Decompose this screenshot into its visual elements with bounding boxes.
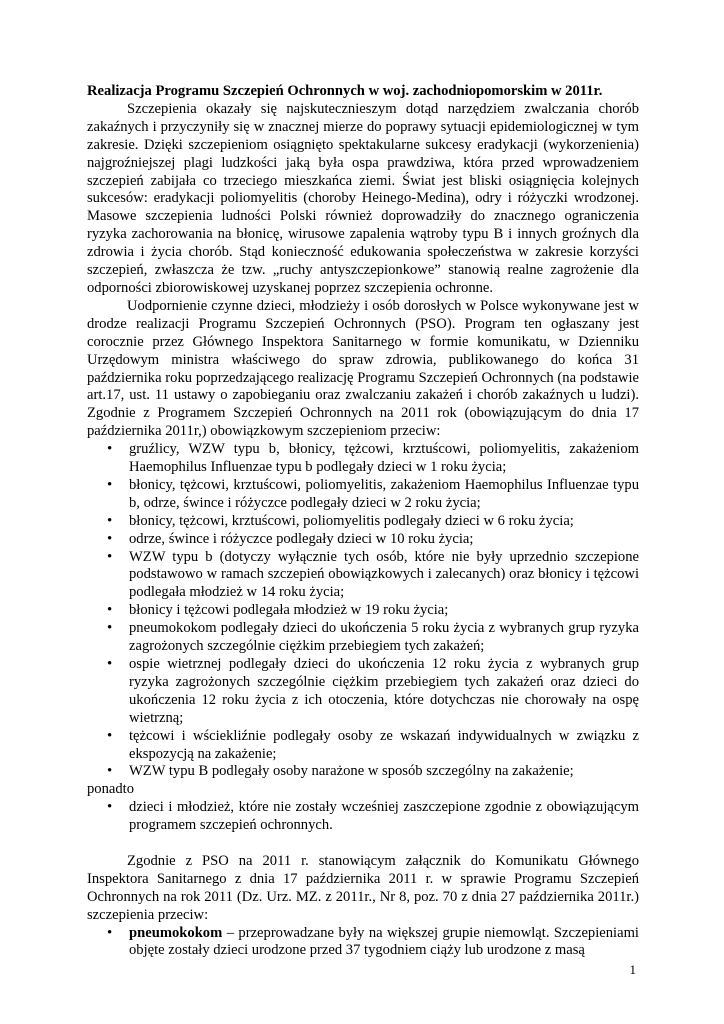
list-item: • dzieci i młodzież, które nie zostały wcześniej zaszczepione zgodnie z obowiązującym programem szczepień ochronnych. xyxy=(87,799,639,835)
list-item: • ospie wietrznej podlegały dzieci do ukończenia 12 roku życia z wybranych grup ryzyka zagrożonych szczególnie ciężkim przebiegiem tych zakażeń oraz dzieci do ukończenia 12 roku życia z ich otoczenia, które dotychczas nie chorowały na ospę wietrzną; xyxy=(87,656,639,728)
list-item: • WZW typu b (dotyczy wyłącznie tych osób, które nie były uprzednio szczepione podstawowo w ramach szczepień obowiązkowych i zalecanych) oraz błonicy i tężcowi podlegała młodzież w 14 roku życia; xyxy=(87,549,639,603)
paragraph-pso: Uodpornienie czynne dzieci, młodzieży i osób dorosłych w Polsce wykonywane jest w drodze realizacji Programu Szczepień Ochronnych (PSO). Program ten ogłaszany jest corocznie przez Głównego Inspektora Sanitarnego w formie komunikatu, w Dzienniku Urzędowym ministra właściwego do spraw zdrowia, publikowanego do końca 31 października roku poprzedzającego realizację Programu Szczepień Ochronnych (na podstawie art.17, ust. 11 ustawy o zapobieganiu oraz zwalczaniu zakażeń i chorób zakaźnych u ludzi). Zgodnie z Programem Szczepień Ochronnych na 2011 rok (obowiązującym do dnia 17 października 2011r,) obowiązkowym szczepieniom przeciw: xyxy=(87,297,639,440)
list-item: • odrze, śwince i różyczce podlegały dzieci w 10 roku życia; xyxy=(87,531,639,549)
list-item: • tężcowi i wściekliźnie podlegały osoby ze wskazań indywidualnych w związku z ekspozycją na zakażenie; xyxy=(87,728,639,764)
list-item: • gruźlicy, WZW typu b, błonicy, tężcowi, krztuścowi, poliomyelitis, zakażeniom Haemophilus Influenzae typu b podlegały dzieci w 1 roku życia; xyxy=(87,441,639,477)
pneumococcal-term: pneumokokom xyxy=(129,924,223,941)
list-item: • pneumokokom podlegały dzieci do ukończenia 5 roku życia z wybranych grup ryzyka zagrożonych szczególnie ciężkim przebiegiem tych zakażeń; xyxy=(87,620,639,656)
spacer xyxy=(87,835,639,853)
page-number: 1 xyxy=(629,962,636,977)
list-item-pneumococcal xyxy=(87,925,639,961)
document-page xyxy=(87,83,639,960)
ponadto-label: ponadto xyxy=(87,781,135,798)
paragraph-pso-2011: Zgodnie z PSO na 2011 r. stanowiącym załącznik do Komunikatu Głównego Inspektora Sanitarnego z dnia 17 października 2011 r. w sprawie Programu Szczepień Ochronnych na rok 2011 (Dz. Urz. MZ. z 2011r., Nr 8, poz. 70 z dnia 27 października 2011r.) szczepienia przeciw: xyxy=(87,852,639,923)
list-item: • WZW typu B podlegały osoby narażone w sposób szczególny na zakażenie; xyxy=(87,763,639,781)
list-item: • błonicy i tężcowi podlegała młodzież w 19 roku życia; xyxy=(87,602,639,620)
list-item: • błonicy, tężcowi, krztuścowi, poliomyelitis podlegały dzieci w 6 roku życia; xyxy=(87,513,639,531)
mandatory-vaccination-list xyxy=(87,441,639,781)
paragraph-intro: Szczepienia okazały się najskutecznieszym dotąd narzędziem zwalczania chorób zakaźnych i przyczyniły się w znacznej mierze do poprawy sytuacji epidemiologicznej w tym zakresie. Dzięki szczepieniom osiągnięto spektakularne sukcesy eradykacji (wykorzenienia) najgroźniejszej plagi ludzkości jaką była ospa prawdziwa, która przed wprowadzeniem szczepień zabijała co trzeciego mieszkańca ziemi. Świat jest bliski osiągnięcia kolejnych sukcesów: eradykacji poliomyelitis (choroby Heinego-Medina), odry i różyczki wrodzonej. Masowe szczepienia ludności Polski również doprowadziły do znacznego ograniczenia ryzyka zachorowania na błonicę, wirusowe zapalenia wątroby typu B i innych groźnych dla zdrowia i życia chorób. Stąd konieczność edukowania społeczeństwa w zakresie korzyści szczepień, zwłaszcza że tzw. „ruchy antyszczepionkowe” stanowią realne zagrożenie dla odporności zbiorowiskowej uzyskanej poprzez szczepienia ochronne. xyxy=(87,100,639,296)
document-title: Realizacja Programu Szczepień Ochronnych w woj. zachodniopomorskim w 2011r. xyxy=(87,83,603,99)
pso-2011-list xyxy=(87,925,639,961)
list-item: • błonicy, tężcowi, krztuścowi, poliomyelitis, zakażeniom Haemophilus Influenzae typu b, odrze, śwince i różyczce podlegały dzieci w 2 roku życia; xyxy=(87,477,639,513)
pneumococcal-text: – przeprowadzane były na większej grupie niemowląt. Szczepieniami objęte zostały dzieci urodzone przed 37 tygodniem ciąży lub urodzone z masą xyxy=(129,924,639,959)
additional-vaccination-list xyxy=(87,799,639,835)
